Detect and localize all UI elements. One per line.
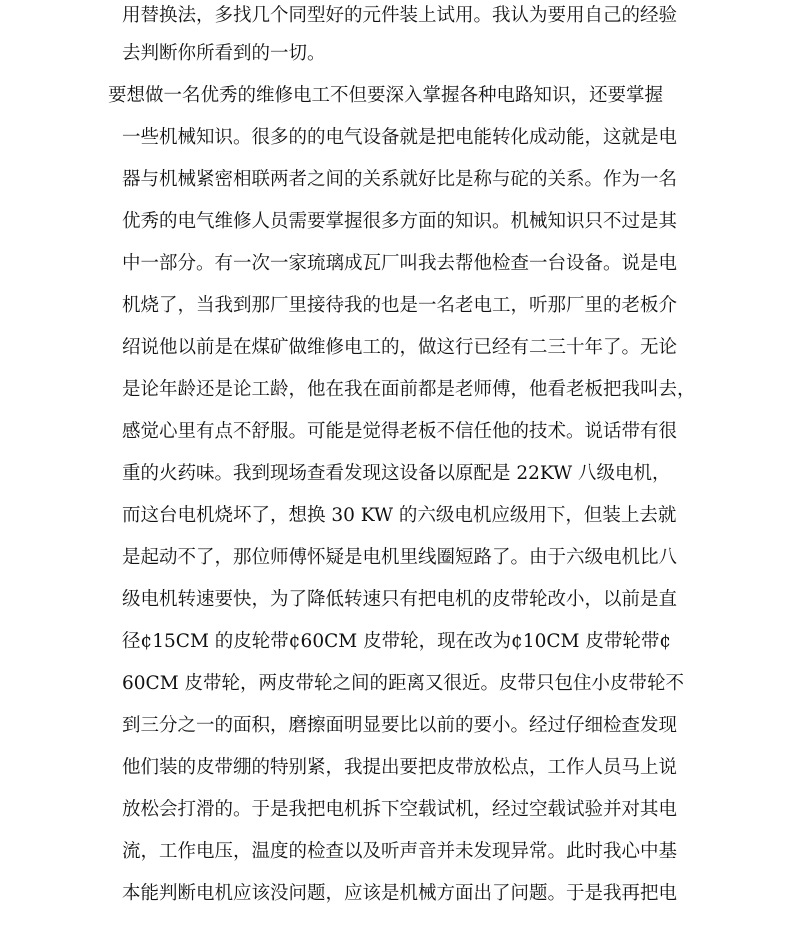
text-line: 径¢15CM 的皮轮带¢60CM 皮带轮，现在改为¢10CM 皮带轮带¢: [122, 631, 672, 652]
text-line: 级电机转速要快，为了降低转速只有把电机的皮带轮改小，以前是直: [122, 589, 678, 610]
text-line: 流，工作电压，温度的检查以及听声音并未发现异常。此时我心中基: [122, 841, 678, 862]
text-line: 用替换法，多找几个同型好的元件装上试用。我认为要用自己的经验: [122, 5, 678, 26]
text-line: 一些机械知识。很多的的电气设备就是把电能转化成动能，这就是电: [122, 127, 678, 148]
text-line: 绍说他以前是在煤矿做维修电工的，做这行已经有二三十年了。无论: [122, 337, 678, 358]
text-line: 优秀的电气维修人员需要掌握很多方面的知识。机械知识只不过是其: [122, 211, 678, 232]
text-line: 而这台电机烧坏了，想换 30 KW 的六级电机应级用下，但装上去就: [122, 505, 677, 526]
text-line: 到三分之一的面积，磨擦面明显要比以前的要小。经过仔细检查发现: [122, 715, 678, 736]
text-line: 60CM 皮带轮，两皮带轮之间的距离又很近。皮带只包住小皮带轮不: [122, 673, 685, 694]
text-line: 本能判断电机应该没问题，应该是机械方面出了问题。于是我再把电: [122, 883, 678, 904]
text-line: 要想做一名优秀的维修电工不但要深入掌握各种电路知识，还要掌握: [108, 85, 664, 106]
text-line: 他们装的皮带绷的特别紧，我提出要把皮带放松点，工作人员马上说: [122, 757, 678, 778]
text-line: 机烧了，当我到那厂里接待我的也是一名老电工，听那厂里的老板介: [122, 295, 678, 316]
text-line: 放松会打滑的。于是我把电机拆下空载试机，经过空载试验并对其电: [122, 799, 678, 820]
text-line: 器与机械紧密相联两者之间的关系就好比是称与砣的关系。作为一名: [122, 169, 678, 190]
text-line: 重的火药味。我到现场查看发现这设备以原配是 22KW 八级电机，: [122, 463, 671, 484]
text-line: 去判断你所看到的一切。: [122, 43, 326, 64]
text-line: 感觉心里有点不舒服。可能是觉得老板不信任他的技术。说话带有很: [122, 421, 678, 442]
text-line: 是起动不了，那位师傅怀疑是电机里线圈短路了。由于六级电机比八: [122, 547, 678, 568]
text-line: 是论年龄还是论工龄，他在我在面前都是老师傅，他看老板把我叫去，: [122, 379, 696, 400]
text-line: 中一部分。有一次一家琉璃成瓦厂叫我去帮他检查一台设备。说是电: [122, 253, 678, 274]
